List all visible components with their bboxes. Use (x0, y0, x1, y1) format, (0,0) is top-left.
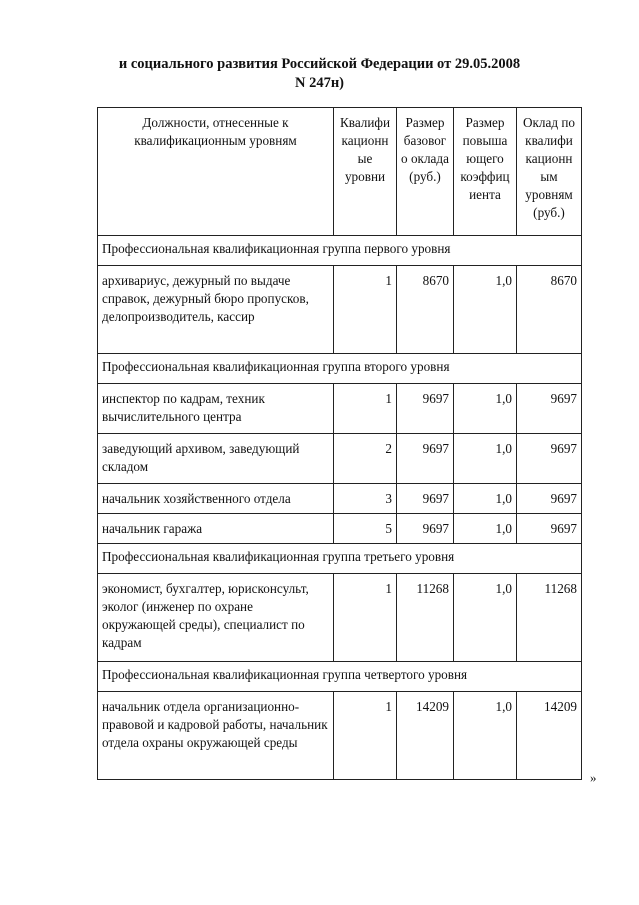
coefficient: 1,0 (454, 574, 517, 662)
salary: 9697 (517, 384, 582, 434)
coefficient: 1,0 (454, 484, 517, 514)
group-row (98, 544, 582, 574)
qualification-level: 1 (334, 574, 397, 662)
position-name: начальник отдела организационно-правовой и кадровой работы, начальник отдела охраны окружающей среды (98, 692, 334, 780)
salary: 9697 (517, 484, 582, 514)
header-base-salary: Размер базовог о оклада (руб.) (397, 108, 454, 236)
table-row (98, 434, 582, 484)
heading-line-2: N 247н) (294, 75, 345, 91)
coefficient: 1,0 (454, 434, 517, 484)
table-row (98, 692, 582, 780)
table-row (98, 574, 582, 662)
base-salary: 11268 (397, 574, 454, 662)
coefficient: 1,0 (454, 692, 517, 780)
group-row (98, 354, 582, 384)
table-header-row (98, 108, 582, 236)
table-row (98, 514, 582, 544)
position-name: начальник гаража (98, 514, 334, 544)
position-name: заведующий архивом, заведующий складом (98, 434, 334, 484)
header-positions: Должности, отнесенные к квалификационным уровням (98, 108, 334, 236)
qualification-level: 5 (334, 514, 397, 544)
salary: 9697 (517, 434, 582, 484)
qualification-level: 1 (334, 692, 397, 780)
group-row (98, 662, 582, 692)
qualification-level: 1 (334, 384, 397, 434)
base-salary: 9697 (397, 514, 454, 544)
position-name: архивариус, дежурный по выдаче справок, дежурный бюро пропусков, делопроизводитель, кассир (98, 266, 334, 354)
coefficient: 1,0 (454, 266, 517, 354)
header-qualification-levels: Квалифи кационн ые уровни (334, 108, 397, 236)
coefficient: 1,0 (454, 514, 517, 544)
group-row (98, 236, 582, 266)
document-heading (0, 55, 639, 93)
table-row (98, 484, 582, 514)
base-salary: 14209 (397, 692, 454, 780)
group-title: Профессиональная квалификационная группа первого уровня (98, 236, 582, 266)
header-coefficient: Размер повыша ющего коэффиц иента (454, 108, 517, 236)
coefficient: 1,0 (454, 384, 517, 434)
heading-line-1: и социального развития Российской Федерации от 29.05.2008 (118, 56, 521, 72)
qualification-level: 2 (334, 434, 397, 484)
group-title: Профессиональная квалификационная группа третьего уровня (98, 544, 582, 574)
table-row (98, 384, 582, 434)
continuation-mark: » (590, 770, 597, 785)
qualification-level: 1 (334, 266, 397, 354)
position-name: экономист, бухгалтер, юрисконсульт, эколог (инженер по охране окружающей среды), специалист по кадрам (98, 574, 334, 662)
base-salary: 9697 (397, 384, 454, 434)
group-title: Профессиональная квалификационная группа четвертого уровня (98, 662, 582, 692)
header-salary: Оклад по квалифи кационн ым уровням (руб.) (517, 108, 582, 236)
qualification-level: 3 (334, 484, 397, 514)
table-row (98, 266, 582, 354)
salary: 14209 (517, 692, 582, 780)
salary: 8670 (517, 266, 582, 354)
position-name: начальник хозяйственного отдела (98, 484, 334, 514)
base-salary: 9697 (397, 484, 454, 514)
position-name: инспектор по кадрам, техник вычислительного центра (98, 384, 334, 434)
salary: 11268 (517, 574, 582, 662)
base-salary: 9697 (397, 434, 454, 484)
salary: 9697 (517, 514, 582, 544)
base-salary: 8670 (397, 266, 454, 354)
group-title: Профессиональная квалификационная группа второго уровня (98, 354, 582, 384)
salary-table (97, 107, 582, 780)
